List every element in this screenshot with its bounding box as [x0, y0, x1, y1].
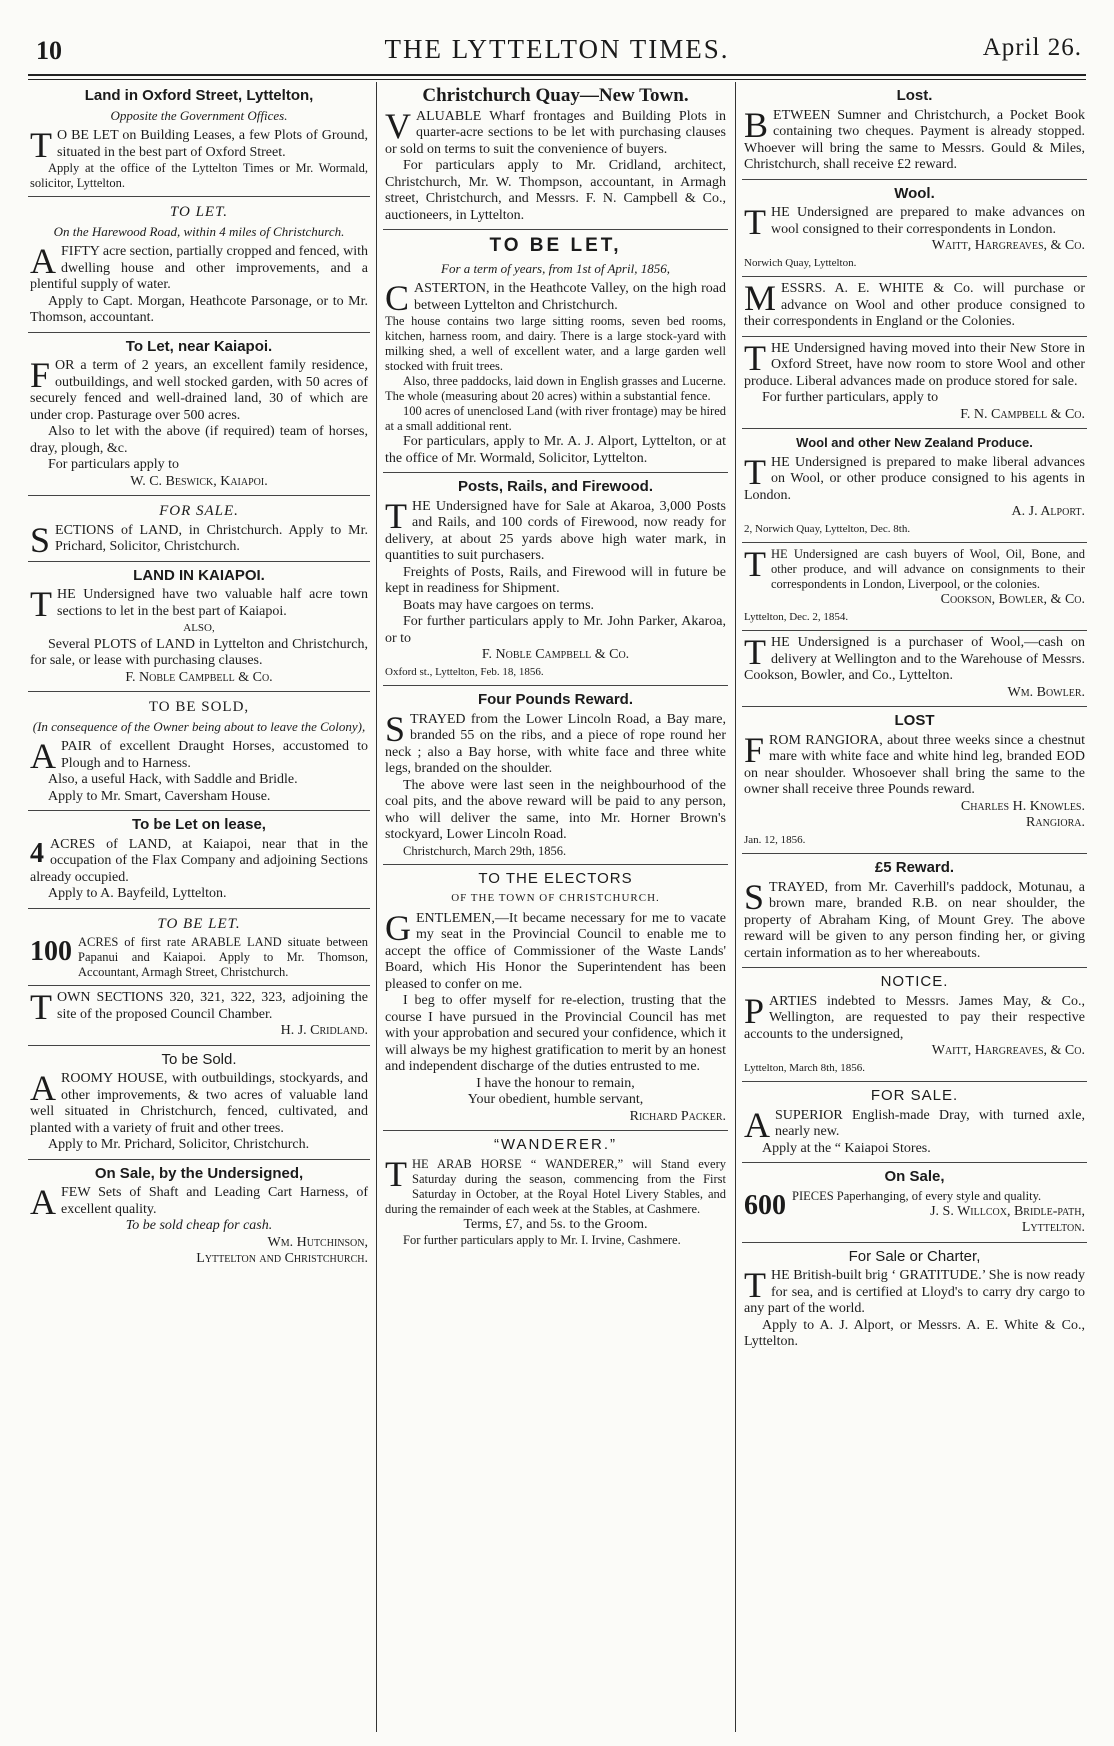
drop-capital: B: [744, 104, 769, 145]
ad-body: PIECES Paperhanging, of every style and quality.: [792, 1188, 1042, 1203]
ad-signature: Wm. Bowler.: [1007, 684, 1085, 700]
ad-body: ALUABLE Wharf frontages and Building Plots in quarter-acre sections to be let with purchasing clauses or sold on terms to suit the convenience of buyers.: [385, 108, 726, 157]
ad-heading: TO THE ELECTORS: [478, 869, 633, 887]
ad-heading: Christchurch Quay—New Town.: [422, 85, 689, 106]
drop-capital: S: [744, 876, 765, 917]
advertisement: [383, 1131, 728, 1253]
column-3: [742, 82, 1087, 1732]
ad-signature: Lyttelton.: [1021, 1220, 1085, 1235]
ad-heading: Land in Oxford Street, Lyttelton,: [84, 87, 314, 104]
advertisement: [28, 909, 370, 987]
ad-heading: FOR SALE.: [159, 503, 239, 519]
ad-body: O BE LET on Building Leases, a few Plots of Ground, situated in the best part of Oxford Street.: [57, 128, 368, 160]
ad-heading: Wool and other New Zealand Produce.: [796, 435, 1033, 450]
ad-text: Several PLOTS of LAND in Lyttelton and Christchurch, for sale, or lease with purchasing clauses.: [30, 636, 368, 668]
advertisement: [742, 82, 1087, 180]
ad-text: Freights of Posts, Rails, and Firewood will in future be kept in readiness for Shipment.: [385, 564, 726, 596]
advertisement: [383, 473, 728, 686]
ad-body: ARTIES indebted to Messrs. James May, & Co., Wellington, are requested to pay their respective accounts to the undersigned,: [744, 993, 1085, 1042]
masthead: [28, 30, 1086, 76]
ad-text: Terms, £7, and 5s. to the Groom.: [463, 1216, 648, 1232]
drop-capital: T: [30, 584, 52, 624]
ad-dateline: Norwich Quay, Lyttelton.: [744, 256, 857, 269]
advertisement: [742, 1163, 1087, 1243]
column-1: [28, 82, 370, 1732]
ad-body: HE Undersigned are cash buyers of Wool, Oil, Bone, and other produce, and will advance on consignments to their correspondents in London, Liverpool, or the colonies.: [771, 547, 1085, 591]
drop-capital: A: [30, 241, 56, 281]
ad-text: Boats may have cargoes on terms.: [403, 597, 595, 613]
advertisement: [28, 1160, 370, 1273]
drop-capital: V: [385, 105, 411, 146]
ad-body: PAIR of excellent Draught Horses, accustomed to Plough and to Harness.: [61, 739, 368, 771]
ad-subheading: On the Harewood Road, within 4 miles of Christchurch.: [53, 223, 345, 239]
ad-heading: TO LET.: [169, 204, 229, 220]
drop-capital: S: [30, 519, 51, 560]
ad-heading: Wool.: [894, 184, 935, 202]
drop-capital: 100: [30, 936, 72, 967]
ad-heading: Lost.: [896, 87, 933, 104]
ad-body: ROM RANGIORA, about three weeks since a chestnut mare with white face and white hind leg, branded EOD on near shoulder. Whosoever shall bring the same to the owner shall receive three Pounds reward.: [744, 732, 1085, 797]
advertisement: [742, 1243, 1087, 1356]
ad-heading: LOST: [894, 712, 935, 729]
ad-heading: TO BE LET,: [489, 235, 622, 256]
ad-body: ETWEEN Sumner and Christchurch, a Pocket Book containing two cheques. Payment is already stopped. Whoever will bring the same to Messrs. Gould & Miles, Christchurch, shall receive £2 reward.: [744, 107, 1085, 172]
ad-heading: NOTICE.: [880, 973, 949, 990]
ad-heading: On Sale, by the Undersigned,: [94, 1164, 304, 1182]
ad-body: ACRES of LAND, at Kaiapoi, near that in the occupation of the Flax Company and adjoining Sections already occupied.: [30, 836, 368, 885]
drop-capital: A: [30, 1068, 56, 1108]
ad-signature: Wm. Hutchinson,: [267, 1234, 368, 1250]
ad-text: I have the honour to remain,: [476, 1075, 635, 1091]
drop-capital: T: [30, 987, 52, 1027]
ad-body: TRAYED from the Lower Lincoln Road, a Bay mare, branded 55 on the ribs, and a piece of rope round her neck ; also a Bay horse, with white face and three white legs, branded on the shoulder.: [385, 711, 726, 776]
ad-body: OWN SECTIONS 320, 321, 322, 323, adjoining the site of the proposed Council Chamber.: [57, 990, 368, 1022]
drop-capital: G: [385, 907, 411, 948]
advertisement: [742, 429, 1087, 543]
column-rule: [376, 82, 377, 1732]
advertisement: [742, 277, 1087, 337]
ad-heading: TO BE SOLD,: [148, 699, 250, 715]
ad-text: Apply to A. J. Alport, or Messrs. A. E. White & Co., Lyttelton.: [744, 1317, 1085, 1349]
ad-heading: Posts, Rails, and Firewood.: [457, 478, 654, 495]
advertisement: [28, 1046, 370, 1160]
advertisement: [28, 82, 370, 197]
ad-text: Apply to Capt. Morgan, Heathcote Parsonage, or to Mr. Thomson, accountant.: [30, 293, 368, 325]
ad-signature: Waitt, Hargreaves, & Co.: [931, 1043, 1085, 1058]
ad-body: OR a term of 2 years, an excellent family residence, outbuildings, and well stocked garden, with 50 acres of securely fenced and well-drained land, 30 of which are under crop. Pasturage over 500 acres.: [30, 358, 368, 423]
ad-body: ENTLEMEN,—It became necessary for me to vacate my seat in the Provincial Council to enable me to accept the office of Commissioner of the Waste Lands' Board, which His Honor the Superintendent has been pleased to confer on me.: [385, 910, 726, 992]
ad-body: HE Undersigned is prepared to make liberal advances on Wool, or other produce consigned to his agents in London.: [744, 454, 1085, 503]
ad-signature: A. J. Alport.: [1011, 504, 1085, 519]
ad-text: 100 acres of unenclosed Land (with river frontage) may be hired at a small additional rent.: [385, 404, 726, 433]
ad-text: For further particulars, apply to: [762, 390, 939, 405]
ad-text: Your obedient, humble servant,: [467, 1092, 644, 1107]
ad-text: The above were last seen in the neighbourhood of the coal pits, and the above reward will be paid to any person, who will deliver the same, into Mr. Horner Brown's stockyard, Lower Lincoln Road.: [385, 777, 726, 842]
ad-heading: On Sale,: [884, 1168, 945, 1185]
ad-text: The house contains two large sitting rooms, seven bed rooms, kitchen, harness room, and dairy. There is a large stock-yard with milking shed, a well of excellent water, and a large garden well stocked with fruit trees.: [385, 314, 726, 373]
ad-dateline: Oxford st., Lyttelton, Feb. 18, 1856.: [385, 665, 544, 678]
ad-signature: F. Noble Campbell & Co.: [125, 669, 273, 685]
drop-capital: C: [385, 278, 410, 318]
drop-capital: T: [744, 337, 766, 378]
ad-heading: FOR SALE.: [870, 1087, 959, 1104]
ad-body: HE Undersigned is a purchaser of Wool,—cash on delivery at Wellington and to the Warehouse of Messrs. Cookson, Bowler, and Co., Lyttelton.: [744, 635, 1085, 683]
drop-capital: F: [744, 729, 765, 770]
drop-capital: M: [744, 278, 777, 318]
ad-body: TRAYED, from Mr. Caverhill's paddock, Motunau, a brown mare, branded R.B. on near shoulder, the property of Abraham King, of Mount Grey. The above reward will be given to any person finding her, or giving certain information as to her whereabouts.: [744, 879, 1085, 961]
drop-capital: F: [30, 355, 51, 395]
ad-body: HE Undersigned having moved into their New Store in Oxford Street, have now room to store Wool and other produce. Liberal advances made on produce stored for sale.: [744, 340, 1085, 389]
ad-signature: W. C. Beswick, Kaiapoi.: [130, 473, 268, 489]
ad-text: For further particulars apply to Mr. I. Irvine, Cashmere.: [403, 1233, 681, 1247]
advertisement: [742, 337, 1087, 430]
ad-place: Rangiora.: [1026, 815, 1085, 830]
ad-subheading: For a term of years, from 1st of April, 1856,: [441, 260, 670, 276]
ad-text: ALSO,: [183, 622, 215, 634]
ad-dateline: Lyttelton, March 8th, 1856.: [744, 1061, 865, 1074]
ad-signature: F. N. Campbell & Co.: [960, 406, 1085, 422]
ad-subheading: (In consequence of the Owner being about to leave the Colony),: [32, 718, 366, 734]
ad-body: HE ARAB HORSE “ WANDERER,” will Stand every Saturday during the season, commencing from the First Saturday in October, at the Royal Hotel Livery Stables, and during the remainder of each week at the Stables, at Cashmere.: [385, 1156, 726, 1216]
advertisement: [742, 543, 1087, 631]
ad-subheading: Opposite the Government Offices.: [110, 107, 288, 123]
advertisement: [28, 496, 370, 562]
ad-signature: H. J. Cridland.: [280, 1023, 368, 1038]
ad-dateline: Christchurch, March 29th, 1856.: [403, 843, 567, 858]
advertisement: [742, 1082, 1087, 1163]
drop-capital: T: [744, 202, 766, 242]
ad-heading: “WANDERER.”: [493, 1136, 618, 1153]
newspaper-title: THE LYTTELTON TIMES.: [384, 34, 730, 64]
ad-heading: £5 Reward.: [874, 859, 955, 876]
ad-text: For particulars, apply to Mr. A. J. Alport, Lyttelton, or at the office of Mr. Wormald, Solicitor, Lyttelton.: [385, 434, 726, 466]
ad-body: ASTERTON, in the Heathcote Valley, on the high road between Lyttelton and Christchurch.: [414, 281, 726, 313]
ad-heading: TO BE LET.: [157, 915, 241, 932]
ad-text: Apply to A. Bayfeild, Lyttelton.: [48, 886, 227, 901]
ad-body: ROOMY HOUSE, with outbuildings, stockyards, and other improvements, & two acres of valuable land well situated in Christchurch, fenced, cultivated, and planted with a variety of fruit and other trees.: [30, 1071, 368, 1136]
ad-text: For particulars apply to Mr. Cridland, architect, Christchurch, Mr. W. Thompson, accountant, in Armagh street, Christchurch, and Messrs. F. N. Campbell & Co., auctioneers, in Lyttelton.: [385, 158, 726, 223]
drop-capital: P: [744, 990, 765, 1031]
drop-capital: T: [744, 1265, 766, 1305]
ad-body: ESSRS. A. E. WHITE & Co. will purchase or advance on Wool and other produce consigned to their correspondents in England or the Colonies.: [744, 281, 1085, 329]
ad-text: Apply at the “ Kaiapoi Stores.: [762, 1140, 931, 1156]
ad-body: FIFTY acre section, partially cropped and fenced, with dwelling house and other improvements, and a plentiful supply of water.: [30, 244, 368, 292]
ad-dateline: Jan. 12, 1856.: [744, 833, 806, 846]
ad-signature: Cookson, Bowler, & Co.: [940, 592, 1085, 607]
drop-capital: A: [30, 736, 56, 776]
advertisement: [28, 333, 370, 497]
ad-signature: Richard Packer.: [629, 1108, 726, 1124]
advertisement: [28, 692, 370, 811]
ad-signature: Waitt, Hargreaves, & Co.: [931, 238, 1085, 253]
ad-text: Apply to Mr. Prichard, Solicitor, Christchurch.: [48, 1137, 310, 1152]
advertisement: [742, 180, 1087, 278]
ad-heading: To Let, near Kaiapoi.: [125, 337, 273, 355]
ad-subheading: OF THE TOWN OF CHRISTCHURCH.: [451, 892, 660, 904]
ad-heading: For Sale or Charter,: [848, 1247, 981, 1265]
ad-text: Also, a useful Hack, with Saddle and Bridle.: [48, 772, 298, 787]
ad-signature: J. S. Willcox, Bridle-path,: [930, 1203, 1085, 1219]
drop-capital: S: [385, 708, 406, 749]
drop-capital: T: [30, 125, 52, 165]
ad-text: Also, three paddocks, laid down in English grasses and Lucerne. The whole (measuring about 20 acres) within a substantial fence.: [385, 374, 726, 403]
ad-text: Also to let with the above (if required) team of horses, dray, plough, &c.: [30, 424, 368, 456]
drop-capital: T: [385, 1153, 407, 1194]
ad-text: For particulars apply to: [48, 457, 180, 472]
drop-capital: T: [385, 495, 407, 536]
drop-capital: 4: [30, 837, 44, 869]
advertisement: [28, 811, 370, 909]
ad-heading: Four Pounds Reward.: [477, 691, 633, 708]
advertisement: [383, 865, 728, 1132]
ad-signature: Charles H. Knowles.: [960, 798, 1085, 814]
drop-capital: 600: [744, 1189, 786, 1221]
advertisement: [28, 986, 370, 1046]
ad-body: ACRES of first rate ARABLE LAND situate between Papanui and Kaiapoi. Apply to Mr. Thomson, Accountant, Armagh Street, Christchurch.: [78, 935, 368, 979]
advertisement: [383, 82, 728, 230]
drop-capital: T: [744, 544, 766, 584]
page-number: 10: [36, 36, 62, 65]
drop-capital: T: [744, 632, 766, 672]
advertisement: [742, 707, 1087, 854]
ad-body: SUPERIOR English-made Dray, with turned axle, nearly new.: [775, 1107, 1085, 1139]
column-rule: [735, 82, 736, 1732]
advertisement: [28, 562, 370, 693]
column-2: [383, 82, 728, 1732]
advertisement: [742, 968, 1087, 1082]
ad-body: HE Undersigned are prepared to make advances on wool consigned to their correspondents in London.: [771, 205, 1085, 237]
advertisement: [742, 631, 1087, 707]
ad-body: HE Undersigned have for Sale at Akaroa, 3,000 Posts and Rails, and 100 cords of Firewood, now ready for delivery, at about 25 yards above high water mark, in quantities to suit purchasers.: [385, 498, 726, 563]
ad-heading: To be Let on lease,: [132, 816, 266, 833]
ad-text: To be sold cheap for cash.: [125, 1218, 273, 1233]
advertisement: [383, 230, 728, 473]
ad-dateline: Lyttelton, Dec. 2, 1854.: [744, 610, 849, 623]
advertisement: [28, 197, 370, 333]
ad-body: ECTIONS of LAND, in Christchurch. Apply to Mr. Prichard, Solicitor, Christchurch.: [55, 522, 368, 554]
ad-signature: Lyttelton and Christchurch.: [196, 1251, 368, 1266]
ad-text: Apply to Mr. Smart, Caversham House.: [48, 788, 271, 804]
ad-body: FEW Sets of Shaft and Leading Cart Harness, of excellent quality.: [61, 1185, 368, 1217]
advertisement: [383, 686, 728, 865]
drop-capital: A: [30, 1182, 56, 1222]
ad-body: HE Undersigned have two valuable half acre town sections to let in the best part of Kaiapoi.: [57, 587, 368, 619]
ad-signature: F. Noble Campbell & Co.: [481, 647, 630, 662]
ad-dateline: 2, Norwich Quay, Lyttelton, Dec. 8th.: [744, 522, 911, 535]
ad-text: I beg to offer myself for re-election, trusting that the course I have pursued in the Provincial Council has met with your approbation and secured your confidence, which it will always be my highest gratification to merit by an honest and independent discharge of the duties entrusted to me.: [385, 993, 726, 1074]
advertisement: [742, 854, 1087, 968]
ad-text: Apply at the office of the Lyttelton Times or Mr. Wormald, solicitor, Lyttelton.: [30, 161, 368, 190]
ad-body: HE British-built brig ‘ GRATITUDE.’ She is now ready for sea, and is certified at Lloyd's to carry dry cargo to any part of the world.: [744, 1268, 1085, 1316]
ad-heading: To be Sold.: [161, 1050, 237, 1068]
drop-capital: T: [744, 451, 766, 492]
issue-date: April 26.: [982, 34, 1082, 61]
ad-heading: LAND IN KAIAPOI.: [133, 566, 265, 584]
ad-text: For further particulars apply to Mr. John Parker, Akaroa, or to: [385, 614, 726, 646]
drop-capital: A: [744, 1104, 770, 1145]
